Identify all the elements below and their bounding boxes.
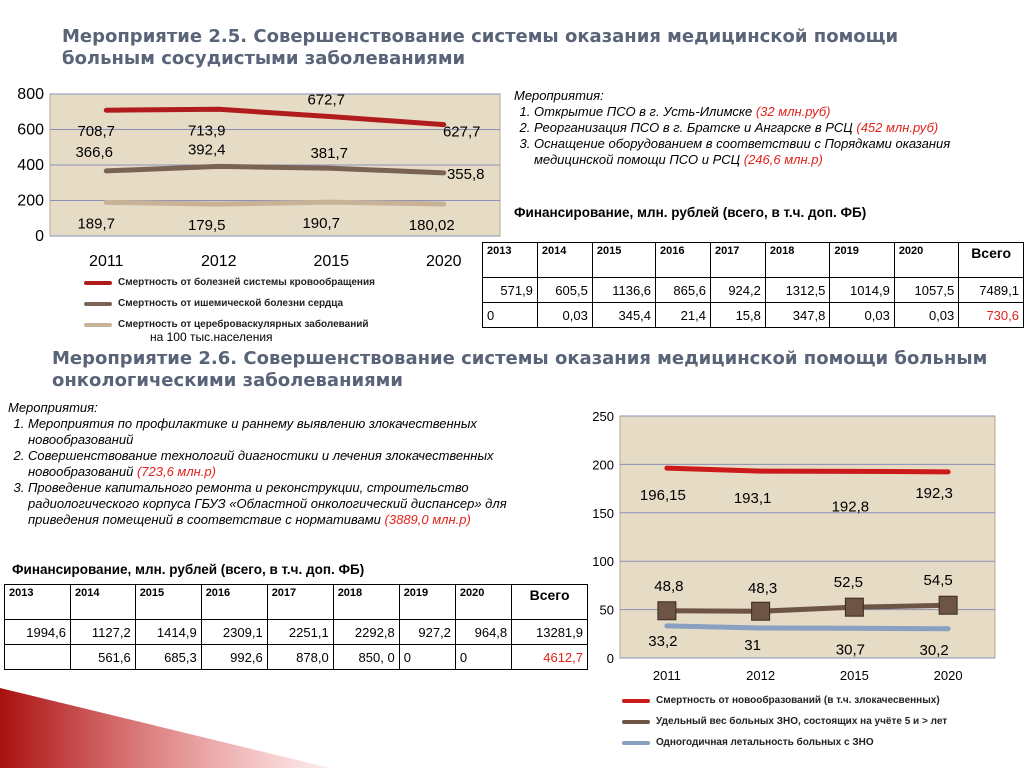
table-header-cell: Всего bbox=[512, 585, 588, 620]
table-cell: 7489,1 bbox=[959, 278, 1024, 303]
table-cell: 1127,2 bbox=[71, 620, 136, 645]
financing-label-2-6: Финансирование, млн. рублей (всего, в т.ч. доп. ФБ) bbox=[12, 562, 365, 577]
x-tick-label: 2020 bbox=[425, 253, 462, 270]
legend-label: Смертность от ишемической болезни сердца bbox=[118, 298, 344, 309]
chart1-legend bbox=[84, 272, 375, 335]
y-tick-label: 50 bbox=[599, 602, 614, 618]
data-label: 31 bbox=[744, 636, 761, 654]
table-cell: 561,6 bbox=[71, 645, 136, 670]
table-header-cell: Всего bbox=[959, 243, 1024, 278]
data-label: 30,7 bbox=[835, 641, 865, 659]
data-label: 192,8 bbox=[831, 498, 870, 516]
chart-vascular-mortality bbox=[0, 84, 505, 274]
chart-vascular-svg bbox=[0, 84, 505, 274]
chart-oncology bbox=[560, 404, 1000, 689]
measures-list-2-5 bbox=[514, 88, 1014, 168]
table-cell: 878,0 bbox=[267, 645, 333, 670]
table-cell: 645,1 bbox=[5, 645, 71, 670]
y-tick-label: 600 bbox=[17, 121, 44, 139]
plot-area bbox=[620, 416, 995, 658]
data-label: 366,6 bbox=[75, 143, 114, 161]
legend-swatch bbox=[84, 281, 112, 285]
table-cell: 0,03 bbox=[830, 303, 894, 328]
table-cell: 1994,6 bbox=[5, 620, 71, 645]
table-header-cell: 2015 bbox=[135, 585, 201, 620]
financing-label-2-5: Финансирование, млн. рублей (всего, в т.ч. доп. ФБ) bbox=[514, 205, 867, 220]
legend-item bbox=[622, 690, 947, 711]
table-header-cell: 2020 bbox=[455, 585, 511, 620]
legend-swatch bbox=[84, 302, 112, 306]
data-label: 381,7 bbox=[310, 145, 349, 163]
data-label: 392,4 bbox=[187, 141, 226, 159]
measure-item: 1. Открытие ПСО в г. Усть-Илимске (32 млн.руб) bbox=[534, 104, 1014, 120]
table-cell: 2309,1 bbox=[201, 620, 267, 645]
series-line bbox=[106, 202, 444, 204]
data-label: 30,2 bbox=[919, 641, 949, 659]
decorative-wedge bbox=[0, 648, 330, 768]
data-label: 190,7 bbox=[302, 215, 341, 233]
data-label: 672,7 bbox=[307, 91, 346, 109]
table-cell: 605,5 bbox=[537, 278, 592, 303]
table-header-cell: 2020 bbox=[894, 243, 958, 278]
measures-list-2-6 bbox=[8, 400, 520, 528]
data-label: 708,7 bbox=[77, 123, 116, 141]
table-header-cell: 2016 bbox=[201, 585, 267, 620]
legend-swatch bbox=[622, 720, 650, 724]
table-header-cell: 2013 bbox=[5, 585, 71, 620]
table-header-cell: 2014 bbox=[537, 243, 592, 278]
data-label: 627,7 bbox=[442, 123, 481, 141]
y-tick-label: 100 bbox=[592, 554, 614, 570]
data-label: 48,8 bbox=[654, 577, 684, 595]
slide-title-2-6: Мероприятие 2.6. Совершенствование системы оказания медицинской помощи больным онкологическими заболеваниями bbox=[52, 348, 988, 391]
measure-item: 1. Мероприятия по профилактике и раннему выявлению злокачественных новообразований bbox=[28, 416, 520, 448]
measure-item: 2. Реорганизация ПСО в г. Братске и Ангарске в РСЦ (452 млн.руб) bbox=[534, 120, 1014, 136]
table-cell: 992,6 bbox=[201, 645, 267, 670]
x-tick-label: 2012 bbox=[200, 253, 237, 270]
table-cell: 4612,7 bbox=[512, 645, 588, 670]
table-cell: 0,03 bbox=[894, 303, 958, 328]
data-label: 193,1 bbox=[733, 490, 772, 508]
table-cell: 2251,1 bbox=[267, 620, 333, 645]
legend-item bbox=[84, 293, 375, 314]
y-tick-label: 0 bbox=[606, 651, 614, 666]
data-label: 54,5 bbox=[923, 572, 953, 590]
data-point-marker bbox=[658, 602, 676, 620]
data-label: 179,5 bbox=[187, 217, 226, 235]
legend-label: Смертность от болезней системы кровообращения bbox=[118, 277, 375, 288]
table-cell: 927,2 bbox=[399, 620, 455, 645]
table-cell: 13281,9 bbox=[512, 620, 588, 645]
table-cell: 1414,9 bbox=[135, 620, 201, 645]
table-row bbox=[483, 303, 1024, 328]
y-tick-label: 150 bbox=[592, 505, 614, 521]
data-point-marker bbox=[752, 602, 770, 620]
data-point-marker bbox=[939, 596, 957, 614]
data-point-marker bbox=[845, 598, 863, 616]
table-cell: 21,4 bbox=[656, 303, 711, 328]
table-cell: 571,9 bbox=[483, 278, 538, 303]
table-header-cell: 2019 bbox=[399, 585, 455, 620]
table-cell: 1014,9 bbox=[830, 278, 894, 303]
data-label: 713,9 bbox=[187, 122, 226, 140]
table-header-cell: 2014 bbox=[71, 585, 136, 620]
table-cell: 850, 0 bbox=[333, 645, 399, 670]
table-cell: 1057,5 bbox=[894, 278, 958, 303]
legend-swatch bbox=[84, 323, 112, 327]
table-row bbox=[5, 620, 588, 645]
table-cell: 2292,8 bbox=[333, 620, 399, 645]
y-tick-label: 200 bbox=[592, 457, 614, 473]
y-tick-label: 0 bbox=[35, 228, 44, 245]
table-cell: 685,3 bbox=[135, 645, 201, 670]
table-cell: 730,6 bbox=[959, 303, 1024, 328]
table-cell: 1312,5 bbox=[765, 278, 829, 303]
table-cell: 865,6 bbox=[656, 278, 711, 303]
data-label: 196,15 bbox=[639, 487, 686, 505]
table-header-cell: 2016 bbox=[656, 243, 711, 278]
legend-item bbox=[84, 272, 375, 293]
table-header-row bbox=[483, 243, 1024, 278]
y-tick-label: 250 bbox=[592, 409, 614, 424]
series-line bbox=[667, 626, 948, 629]
table-cell: 1136,6 bbox=[592, 278, 655, 303]
table-cell: 0 bbox=[483, 303, 538, 328]
y-tick-label: 400 bbox=[17, 157, 44, 174]
table-header-cell: 2017 bbox=[710, 243, 765, 278]
legend-label: Удельный вес больных ЗНО, состоящих на учёте 5 и > лет bbox=[656, 716, 948, 727]
measures-heading: Мероприятия: bbox=[514, 88, 604, 103]
table-cell: 0 bbox=[399, 645, 455, 670]
measure-item: 3. Проведение капитального ремонта и реконструкции, строительство радиологического корпуса ГБУЗ «Областной онкологический диспансер» для приведения помещений в соответствие с нормативами (3889,0 млн.р) bbox=[28, 480, 520, 528]
legend-label: Одногодичная летальность больных с ЗНО bbox=[656, 737, 874, 748]
table-cell: 964,8 bbox=[455, 620, 511, 645]
legend-label: Смертность от цереброваскулярных заболеваний bbox=[118, 319, 369, 330]
slide-title-2-5: Мероприятие 2.5. Совершенствование системы оказания медицинской помощи больным сосудистыми заболеваниями bbox=[62, 26, 899, 69]
x-tick-label: 2020 bbox=[933, 668, 963, 683]
legend-swatch bbox=[622, 699, 650, 703]
table-header-cell: 2015 bbox=[592, 243, 655, 278]
data-label: 192,3 bbox=[915, 484, 953, 502]
chart-oncology-svg bbox=[560, 404, 1000, 689]
table-cell: 15,8 bbox=[710, 303, 765, 328]
financing-table-2-5 bbox=[482, 242, 1024, 328]
measure-item: 3. Оснащение оборудованием в соответствии с Порядками оказания медицинской помощи ПСО и РСЦ (246,6 млн.р) bbox=[534, 136, 1014, 168]
legend-label: Смертность от новообразований (в т.ч. злокачесвенных) bbox=[656, 695, 940, 706]
data-label: 189,7 bbox=[77, 215, 116, 233]
data-label: 355,8 bbox=[446, 165, 485, 183]
x-tick-label: 2011 bbox=[652, 668, 681, 683]
table-cell: 345,4 bbox=[592, 303, 655, 328]
data-label: 48,3 bbox=[748, 580, 778, 598]
x-tick-label: 2015 bbox=[839, 668, 869, 683]
y-tick-label: 200 bbox=[17, 192, 44, 210]
table-header-row bbox=[5, 585, 588, 620]
measure-item: 2. Совершенствование технологий диагностики и лечения злокачественных новообразований (723,6 млн.р) bbox=[28, 448, 520, 480]
legend-item bbox=[622, 732, 947, 753]
legend-swatch bbox=[622, 741, 650, 745]
table-cell: 924,2 bbox=[710, 278, 765, 303]
wedge-shape bbox=[0, 688, 330, 768]
data-label: 180,02 bbox=[408, 217, 455, 235]
chart1-unit-note: на 100 тыс.населения bbox=[150, 330, 273, 344]
x-tick-label: 2012 bbox=[746, 668, 776, 683]
table-header-cell: 2019 bbox=[830, 243, 894, 278]
chart2-legend bbox=[622, 690, 947, 753]
data-label: 52,5 bbox=[833, 574, 863, 592]
table-cell: 0,03 bbox=[537, 303, 592, 328]
table-header-cell: 2013 bbox=[483, 243, 538, 278]
x-tick-label: 2015 bbox=[313, 253, 350, 270]
y-tick-label: 800 bbox=[17, 86, 44, 103]
table-header-cell: 2017 bbox=[267, 585, 333, 620]
table-header-cell: 2018 bbox=[765, 243, 829, 278]
measures-heading: Мероприятия: bbox=[8, 400, 98, 415]
table-header-cell: 2018 bbox=[333, 585, 399, 620]
legend-item bbox=[622, 711, 947, 732]
table-row bbox=[483, 278, 1024, 303]
x-tick-label: 2011 bbox=[89, 253, 124, 270]
table-cell: 0 bbox=[455, 645, 511, 670]
table-cell: 347,8 bbox=[765, 303, 829, 328]
data-label: 33,2 bbox=[648, 632, 678, 650]
